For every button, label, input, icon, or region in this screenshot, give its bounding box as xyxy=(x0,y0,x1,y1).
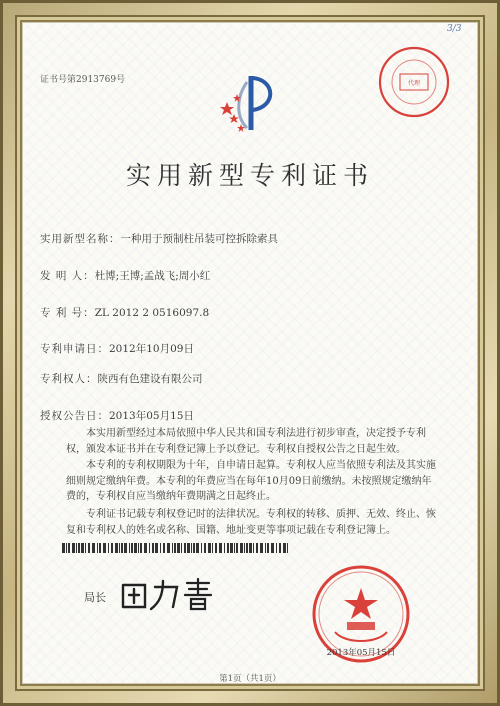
seal-date: 2013年05月15日 xyxy=(326,648,396,658)
certificate-number: 证书号第2913769号 xyxy=(40,75,126,85)
utility-name-row xyxy=(40,231,278,246)
filing-date-row xyxy=(40,341,194,356)
inventor-row xyxy=(40,268,210,283)
national-ip-seal xyxy=(295,562,427,664)
patentee-value: 陕西有色建设有限公司 xyxy=(97,373,203,385)
director-signature xyxy=(117,575,217,613)
body-paragraph: 本专利的专利权期限为十年，自申请日起算。专利权人应当依照专利法及其实施细则规定缴纳年费。本专利的年费应当在每年10月09日前缴纳。未按照规定缴纳年费的，专利权自应当缴纳年费期满之日起终止。 xyxy=(66,460,436,502)
grant-date-row xyxy=(40,408,194,423)
patent-number-label: 专 利 号： xyxy=(40,307,95,319)
grant-date-value: 2013年05月15日 xyxy=(109,410,194,422)
filing-date-label: 专利申请日： xyxy=(40,343,109,355)
grant-date-label: 授权公告日： xyxy=(40,410,109,422)
patent-number-value: ZL 2012 2 0516097.8 xyxy=(94,307,210,319)
director-label: 局长 xyxy=(84,591,106,604)
svg-text:代理: 代理 xyxy=(407,80,421,87)
utility-name-value: 一种用于预制柱吊装可控拆除索具 xyxy=(120,233,278,245)
sipo-logo-icon xyxy=(217,72,287,134)
patentee-row xyxy=(40,371,203,386)
utility-name-label: 实用新型名称： xyxy=(40,233,121,245)
barcode xyxy=(62,543,290,553)
page-footer: 第1页（共1页） xyxy=(219,674,281,684)
inventor-value: 杜博;王博;孟战飞;周小红 xyxy=(94,270,211,282)
patentee-label: 专利权人： xyxy=(40,373,98,385)
body-paragraph: 本实用新型经过本局依照中华人民共和国专利法进行初步审查，决定授予专利权，颁发本证书并在专利登记簿上予以登记。专利权自授权公告之日起生效。 xyxy=(66,428,426,455)
agency-stamp xyxy=(376,44,452,120)
body-paragraph: 专利证书记载专利权登记时的法律状况。专利权的转移、质押、无效、终止、恢复和专利权人的姓名或名称、国籍、地址变更等事项记载在专利登记簿上。 xyxy=(66,509,436,536)
patent-number-row xyxy=(40,305,209,320)
corner-handwritten-note: 3/3 xyxy=(447,24,462,34)
filing-date-value: 2012年10月09日 xyxy=(109,343,194,355)
certificate-title: 实用新型专利证书 xyxy=(125,161,374,190)
certificate-paper xyxy=(22,22,478,684)
inventor-label: 发 明 人： xyxy=(40,270,95,282)
